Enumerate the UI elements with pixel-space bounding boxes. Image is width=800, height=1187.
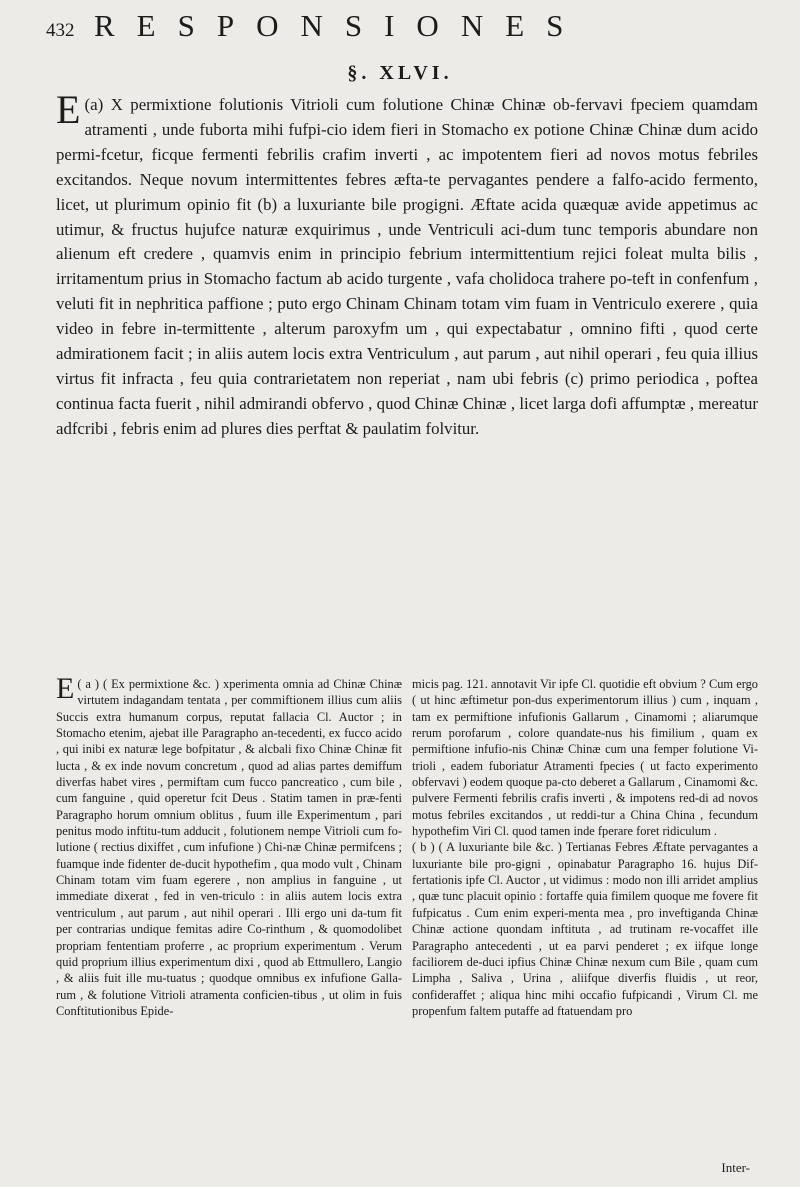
page-number: 432 — [46, 20, 75, 41]
main-note-marker: (a) — [84, 95, 104, 114]
footnote-a-lead: ( a ) ( Ex permixtione &c. ) — [77, 677, 220, 691]
main-dropcap: E — [56, 87, 81, 132]
footnote-right-column — [412, 676, 758, 1019]
footnote-left-column — [56, 672, 403, 1019]
footnote-a-dropcap: E — [56, 672, 75, 705]
running-title: RESPONSIONES — [94, 8, 586, 43]
footnote-b: ( b ) ( A luxuriante bile &c. ) Tertianas Febres Æftate pervagantes a luxuriante bile pro-gigni , opinabatur Paragrapho 16. hujus Dif-fertationis ipfe Cl. Auctor , ut vidimus : modo non illi arridet amplius , quæ tunc placuit opinio : fortaffe quia fimilem quoque me fovere fit fufpicatus . Cum enim experi-menta mea , pro inveftiganda Chinæ Chinæ actione quondam inftituta , ad trutinam re-vocaffet ille Paragrapho antecedenti , ut ea parvi penderet ; ex iifque longe faciliorem de-duci ipfius Chinæ Chinæ nexum cum Bile , quam cum Limpha , Saliva , Urina , aliifque diverfis fluidis , ut reor, confideraffet ; aliqua hinc mihi occafio fufpicandi , Virum Cl. me propenfum faltem putaffe ad ftatuendam pro — [412, 840, 758, 1018]
footnote-a-continuation: micis pag. 121. annotavit Vir ipfe Cl. quotidie eft obvium ? Cum ergo ( ut hinc æftimetur pon-dus experimentorum illius ) cum , inquam , tam ex permiftione infufionis Gallarum , Cinamomi ; aliarumque rerum porofarum , colore quandate-nus his fimilium , quam ex permiftione infufio-nis Chinæ Chinæ cum una femper folutione Vi-trioli , eadem fuboriatur Atramenti fpecies ( ut facto experimento obfervavi ) eodem quoque pa-cto deberet a Gallarum , Cinamomi &c. pulvere Fermenti febrilis crafis inverti , & impotens red-di ad novos motus febriles excitandos , ut reddi-tur a China China , fecundum hypothefim Viri Cl. quod tamen inde fperare foret ridiculum . — [412, 677, 758, 839]
main-text — [56, 87, 758, 442]
page-header — [46, 6, 760, 50]
main-body: X permixtione folutionis Vitrioli cum folutione Chinæ Chinæ ob-fervavi fpeciem quamdam atramenti , unde fuborta mihi fufpi-cio idem fieri in Stomacho ex potione Chinæ Chinæ dum acido permi-fcetur, ficque fermenti febrilis crafim inverti , ac impotentem fieri ad novos motus febriles excitandos. Neque novum intermittentes febres æfta-te pervagantes pendere a falfo-acido fermento, licet, ut plurimum opinio fit (b) a luxuriante bile progigni. Æftate acida quæquæ avide appetimus ac utimur, & fructus hujufce naturæ exquirimus , unde Ventriculi aci-dum tunc temporis abundare non alienum eft credere , quamvis enim in principio febrium intermittentium rejici foleat multa bilis , irritamentum prius in Stomacho factum ab acido turgente , vafa cholidoca trahere po-teft in confenfum , veluti fit in nephritica paffione ; puto ergo Chinam Chinam totam vim fuam in Ventriculo exerere , quia video in febre in-termittente , alterum paroxyfm um , qui expectabatur , omnino fifti , quod certe admirationem facit ; in aliis autem locis extra Ventriculum , aut parum , aut nihil operari , feu quia illius virtus fit infracta , feu quia contrarietatem non reperiat , nam ubi febris (c) primo periodica , poftea continua facta fuerit , nihil admirandi obfervo , quod Chinæ Chinæ , licet larga dofi affumptæ , mereatur adfcribi , febris enim ad plures dies perftat & paulatim folvitur. — [56, 95, 758, 438]
footnote-a-body: xperimenta omnia ad Chinæ Chinæ virtutem indagandam tentata , per commiftionem illius cum aliis Succis extra humanum corpus, reputat fallacia Cl. Auctor ; in Stomacho etenim, ajebat ille Paragrapho an-tecedenti, ex fucco acido , qui inibi ex naturæ lege bofpitatur , & alcbali fixo Chinæ Chinæ fit lucta , & ex inde novum concretum , quod ad alias partes demiffum diverfas habet vires , permiftam cum fucco pancreatico , cum bile , cum fanguine , quid operetur fcit Deus . Statim tamen in præ-fenti Paragrapho horum omnium oblitus , fuum ille Experimentum , pari penitus modo inftitu-tum adducit , folutionem nempe Vitrioli cum fo-lutione ( rectius dixiffet , cum infufione ) Chi-næ Chinæ permifcens ; fuamque inde fidenter de-ducit hypothefim , qua modo vult , Chinam Chinam totam vim fuam egerere , non amplius in fanguine , ut immediate dixerat , fed in ven-triculo : in aliis autem locis extra ventriculum , aut parum , aut nihil operari . Illi ergo uni da-tum fit per contrarias undique femitas adire Co-rinthum , & quomodolibet propriam fententiam proferre , ac proprium experimentum . Verum quid proprium illius experimentum dixi , quod ab Ettmullero, Langio , & aliis fuit ille mu-tuatus ; quodque omnibus ex infufione Galla-rum , & folutione Vitrioli atramenta conficien-tibus , ut olim in fuis Conftitutionibus Epide- — [56, 677, 403, 1018]
section-heading: §. XLVI. — [347, 62, 453, 84]
catchword: Inter- — [721, 1160, 750, 1175]
